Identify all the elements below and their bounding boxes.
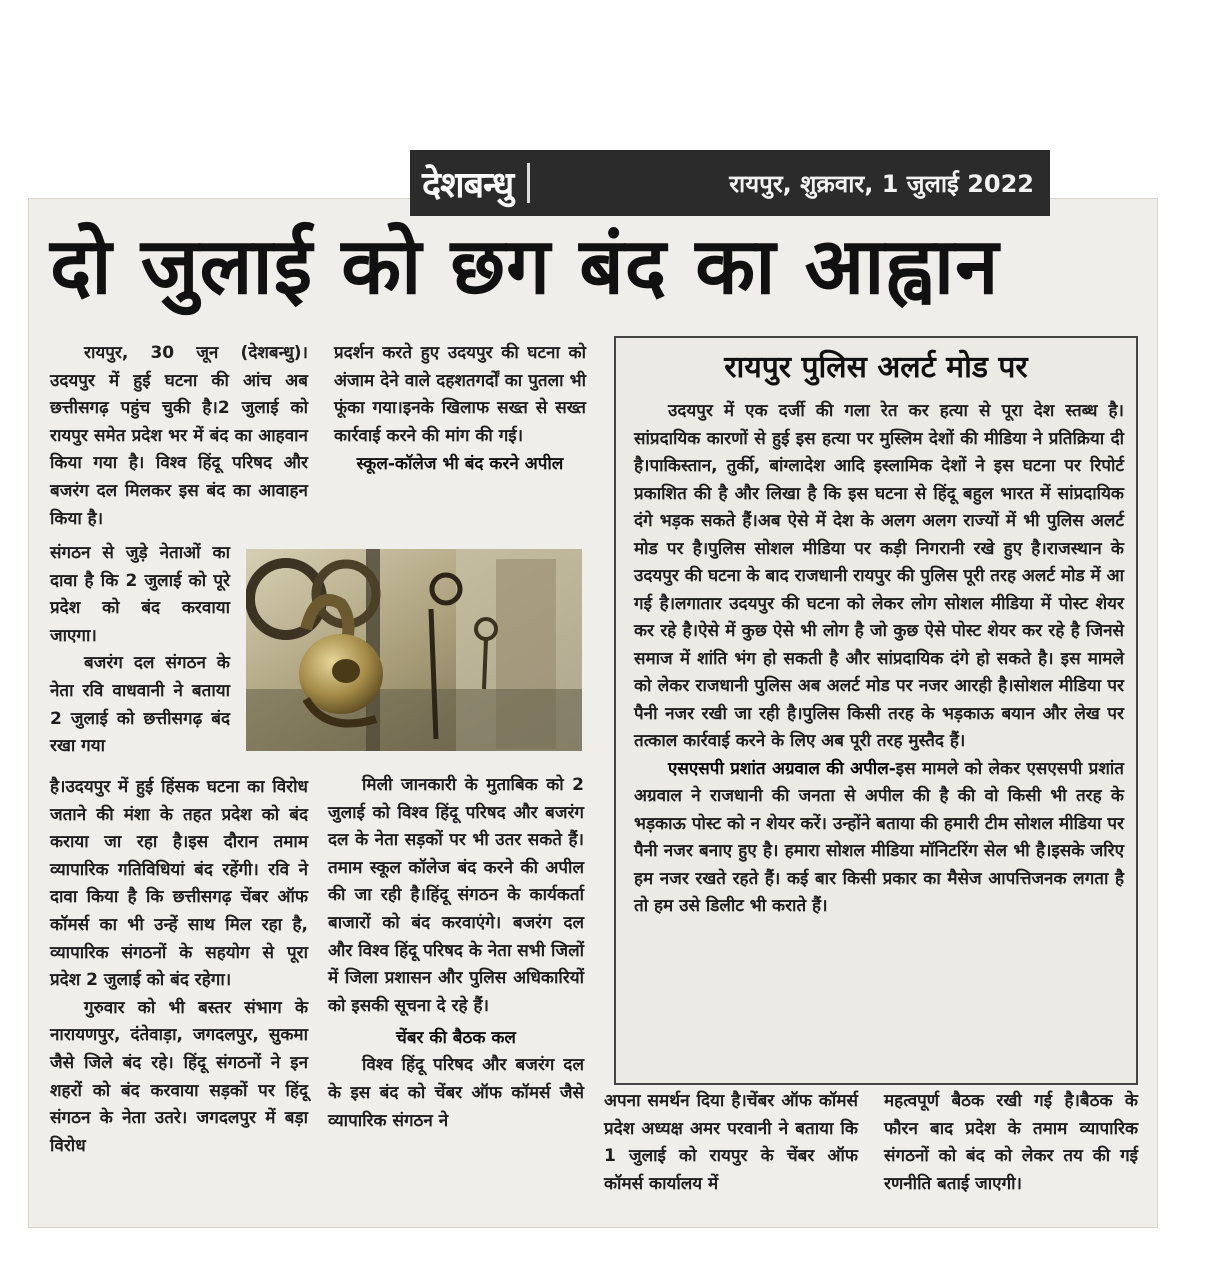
paragraph-protest: है।उदयपुर में हुई हिंसक घटना का विरोध जताने की मंशा के तहत प्रदेश को बंद कराया जा रहा है।इस दौरान तमाम व्यापारिक गतिविधियां बंद रहेंगी। रवि ने दावा किया है कि छत्तीसगढ़ चेंबर ऑफ कॉमर्स का भी उन्हें साथ मिल रहा है, व्यापारिक संगठनों के सहयोग से पूरा प्रदेश 2 जुलाई को बंद रहेगा। [50,777,308,991]
article-column-3: अपना समर्थन दिया है।चेंबर ऑफ कॉमर्स प्रदेश अध्यक्ष अमर परवानी ने बताया कि 1 जुलाई को रायपुर के चेंबर ऑफ कॉमर्स कार्यालय में [604,1091,858,1194]
box-paragraph-1: उदयपुर में एक दर्जी की गला रेत कर हत्या से पूरा देश स्तब्ध है। सांप्रदायिक कारणों से हुई इस हत्या पर मुस्लिम देशों की मीडिया ने प्रतिक्रिया दी है।पाकिस्तान, तुर्की, बांग्लादेश आदि इस्लामिक देशों ने इस घटना पर रिपोर्ट प्रकाशित की है और लिखा है कि इस घटना से हिंदू बहुल भारत में सांप्रदायिक दंगे भड़क सकते हैं।अब ऐसे में देश के अलग अलग राज्यों में भी पुलिस अलर्ट मोड पर है।पुलिस सोशल मीडिया पर कड़ी निगरानी रखे हुए है।राजस्थान के उदयपुर की घटना के बाद राजधानी रायपुर की पुलिस पूरी तरह अलर्ट मोड में आ गई है।लगातार उदयपुर की घटना को लेकर लोग सोशल मीडिया में पोस्ट शेयर कर रहे है।ऐसे में कुछ ऐसे भी लोग है जो कुछ ऐसे पोस्ट शेयर कर रहे है जिनसे समाज में शांति भंग हो सकती है और सांप्रदायिक दंगे हो सकते है। इस मामले को लेकर राजधानी पुलिस अब अलर्ट मोड पर नजर आरही है।सोशल मीडिया पर पैनी नजर रखी जा रही है।पुलिस किसी तरह के भड़काऊ बयान और लेख पर तत्काल कार्रवाई करने के लिए अब पूरी तरह मुस्तैद हैं। [634,401,1124,751]
padlock-image [246,549,582,751]
article-column-4: महत्वपूर्ण बैठक रखी गई है।बैठक के फौरन बाद प्रदेश के तमाम व्यापारिक संगठनों को बंद को लेकर तय की गई रणनीति बताई जाएगी। [884,1091,1138,1194]
box-paragraph-2-lead: एसएसपी प्रशांत अग्रवाल की अपील- [668,758,896,779]
article-column-1-top [50,340,308,533]
subheading-chamber-meeting: चेंबर की बैठक कल [396,1028,516,1049]
box-title: रायपुर पुलिस अलर्ट मोड पर [724,350,1028,385]
article-column-2-bottom [328,772,584,1135]
box-paragraph-2 [634,756,1124,921]
article-column-1-wrap [50,540,230,761]
article-column-1-bottom [50,774,308,1160]
paragraph-intro: रायपुर, 30 जून (देशबन्धु)। उदयपुर में हुई घटना की आंच अब छत्तीसगढ़ पहुंच चुकी है।2 जुलाई को रायपुर समेत प्रदेश भर में बंद का आहवान किया गया है। विश्व हिंदू परिषद और बजरंग दल मिलकर इस बंद का आवाहन किया है। [50,343,308,529]
paragraph-chamber: विश्व हिंदू परिषद और बजरंग दल के इस बंद को चेंबर ऑफ कॉमर्स जैसे व्यापारिक संगठन ने [328,1055,584,1131]
police-alert-box [614,336,1138,1085]
box-paragraph-2-text: इस मामले को लेकर एसएसपी प्रशांत अग्रवाल ने राजधानी की जनता से अपील की है की वो किसी भी तरह के भड़काऊ पोस्ट को न शेयर करें। उन्होंने बताया की हमारी टीम सोशल मीडिया पर पैनी नजर बनाए हुए है। हमारा सोशल मीडिया मॉनिटरिंग सेल भी है।इसके जरिए हम नजर रखते रहते हैं। कई बार किसी प्रकार का मैसेज आपत्तिजनक लगता है तो हम उसे डिलीट भी कराते हैं। [634,758,1124,916]
article-column-2-top [334,340,586,478]
masthead [410,150,1050,216]
box-body [634,398,1124,921]
masthead-divider [527,163,530,203]
newspaper-logo: देशबन्धु [422,163,514,206]
masthead-date-line: रायपुर, शुक्रवार, 1 जुलाई 2022 [729,169,1034,198]
paragraph-leader: बजरंग दल संगठन के नेता रवि वाधवानी ने बताया 2 जुलाई को छत्तीसगढ़ बंद रखा गया [50,653,230,757]
paragraph-appeal: मिली जानकारी के मुताबिक को 2 जुलाई को विश्व हिंदू परिषद और बजरंग दल के नेता सड़कों पर भी उतर सकते हैं। तमाम स्कूल कॉलेज बंद करने की अपील की जा रही है।हिंदू संगठन के कार्यकर्ता बाजारों को बंद करवाएंगे। बजरंग दल और विश्व हिंदू परिषद के नेता सभी जिलों में जिला प्रशासन और पुलिस अधिकारियों को इसकी सूचना दे रहे हैं। [328,775,585,1016]
paragraph-claim: संगठन से जुड़े नेताओं का दावा है कि 2 जुलाई को पूरे प्रदेश को बंद करवाया जाएगा। [50,543,230,646]
subheading-school-college: स्कूल-कॉलेज भी बंद करने अपील [356,454,564,475]
paragraph-bastar: गुरुवार को भी बस्तर संभाग के नारायणपुर, दंतेवाड़ा, जगदलपुर, सुकमा जैसे जिले बंद रहे। हिंदू संगठनों ने इन शहरों को बंद करवाया सड़कों पर हिंदू संगठन के नेता उतरे। जगदलपुर में बड़ा विरोध [50,997,308,1156]
padlock-photo [246,549,582,751]
headline: दो जुलाई को छग बंद का आह्वान [50,222,1000,312]
paragraph-effigy: प्रदर्शन करते हुए उदयपुर की घटना को अंजाम देने वाले दहशतगर्दों का पुतला भी फूंका गया।इनके खिलाफ सख्त से सख्त कार्रवाई करने की मांग की गई। [334,343,586,446]
